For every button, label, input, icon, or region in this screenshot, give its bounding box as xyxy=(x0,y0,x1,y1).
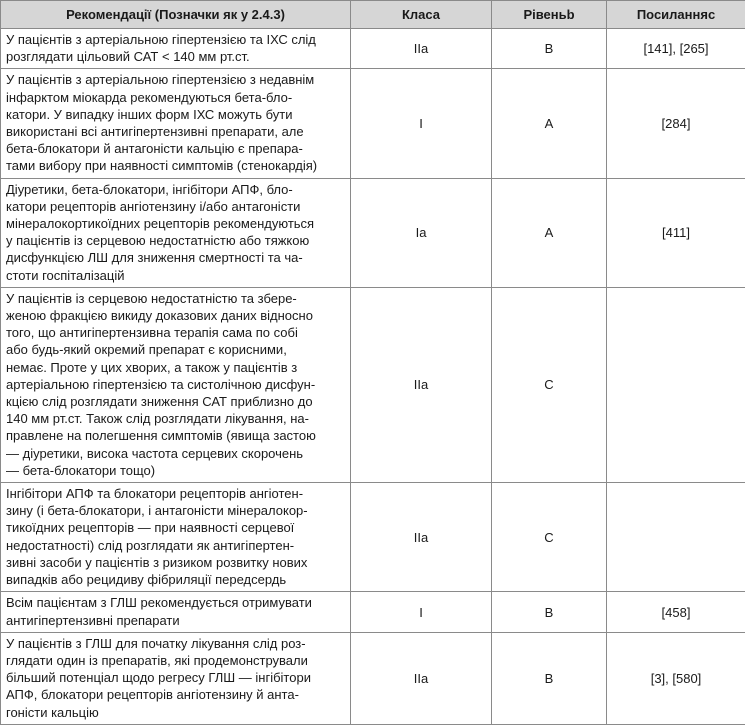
recommendation-line: катори рецепторів ангіотензину і/або антагоністи xyxy=(6,198,345,215)
references-cell: [458] xyxy=(607,592,745,632)
table-row xyxy=(1,29,745,69)
recommendation-line: бета-блокатори й антагоністи кальцію є препара- xyxy=(6,140,345,157)
table-body xyxy=(1,29,745,725)
recommendation-line: — бета-блокатори тощо) xyxy=(6,462,345,479)
recommendation-line: кцією слід розглядати зниження САТ приблизно до xyxy=(6,393,345,410)
recommendation-line: женою фракцією викиду доказових даних відносно xyxy=(6,307,345,324)
references-cell: [3], [580] xyxy=(607,632,745,724)
table-header-row xyxy=(1,1,745,29)
table-row xyxy=(1,483,745,592)
recommendation-line: правлене на полегшення симптомів (явища застою xyxy=(6,427,345,444)
table-row xyxy=(1,69,745,178)
recommendation-line: недостатності) слід розглядати як антигіпертен- xyxy=(6,537,345,554)
level-cell: B xyxy=(492,29,607,69)
level-cell: B xyxy=(492,632,607,724)
recommendation-text xyxy=(1,632,351,724)
recommendation-line: використані всі антигіпертензивні препарати, але xyxy=(6,123,345,140)
class-cell: IIa xyxy=(351,29,492,69)
header-recommendations: Рекомендації (Позначки як у 2.4.3) xyxy=(1,1,351,29)
level-cell: C xyxy=(492,483,607,592)
level-cell: A xyxy=(492,178,607,287)
recommendation-line: того, що антигіпертензивна терапія сама по собі xyxy=(6,324,345,341)
table-row xyxy=(1,632,745,724)
recommendation-text xyxy=(1,29,351,69)
recommendation-line: або будь-який окремий препарат є корисними, xyxy=(6,341,345,358)
recommendation-line: катори. У випадку інших форм ІХС можуть бути xyxy=(6,106,345,123)
recommendation-line: випадків або рецидиву фібриляції передсердь xyxy=(6,571,345,588)
recommendation-line: 140 мм рт.ст. Також слід розглядати лікування, на- xyxy=(6,410,345,427)
recommendation-line: У пацієнтів із серцевою недостатністю та збере- xyxy=(6,290,345,307)
recommendation-line: зивні засоби у пацієнтів з ризиком розвитку нових xyxy=(6,554,345,571)
recommendation-text xyxy=(1,483,351,592)
recommendation-line: розглядати цільовий САТ < 140 мм рт.ст. xyxy=(6,48,345,65)
recommendation-line: мінералокортикоїдних рецепторів рекомендуються xyxy=(6,215,345,232)
class-cell: IIa xyxy=(351,287,492,482)
recommendation-line: інфарктом міокарда рекомендуються бета-бло- xyxy=(6,89,345,106)
recommendation-line: тикоїдних рецепторів — при наявності серцевої xyxy=(6,519,345,536)
recommendation-line: Всім пацієнтам з ГЛШ рекомендується отримувати xyxy=(6,594,345,611)
references-cell: [411] xyxy=(607,178,745,287)
class-cell: Ia xyxy=(351,178,492,287)
recommendation-line: немає. Проте у цих хворих, а також у пацієнтів з xyxy=(6,359,345,376)
recommendation-text xyxy=(1,178,351,287)
class-cell: I xyxy=(351,69,492,178)
class-cell: IIa xyxy=(351,632,492,724)
header-level: Рівеньb xyxy=(492,1,607,29)
recommendation-line: у пацієнтів із серцевою недостатністю або тяжкою xyxy=(6,232,345,249)
recommendation-line: артеріальною гіпертензією та систолічною дисфун- xyxy=(6,376,345,393)
recommendation-line: дисфункцією ЛШ для зниження смертності та ча- xyxy=(6,249,345,266)
references-cell xyxy=(607,287,745,482)
header-references: Посиланняс xyxy=(607,1,745,29)
table-row xyxy=(1,178,745,287)
recommendation-line: більший потенціал щодо регресу ГЛШ — інгібітори xyxy=(6,669,345,686)
recommendation-text xyxy=(1,69,351,178)
references-cell xyxy=(607,483,745,592)
recommendation-line: антигіпертензивні препарати xyxy=(6,612,345,629)
table-row xyxy=(1,287,745,482)
level-cell: B xyxy=(492,592,607,632)
table-row xyxy=(1,592,745,632)
level-cell: A xyxy=(492,69,607,178)
recommendation-line: тами вибору при наявності симптомів (стенокардія) xyxy=(6,157,345,174)
recommendation-line: — діуретики, висока частота серцевих скорочень xyxy=(6,445,345,462)
class-cell: I xyxy=(351,592,492,632)
recommendation-line: глядати один із препаратів, які продемонстрували xyxy=(6,652,345,669)
references-cell: [141], [265] xyxy=(607,29,745,69)
recommendation-line: стоти госпіталізацій xyxy=(6,267,345,284)
recommendation-line: Діуретики, бета-блокатори, інгібітори АПФ, бло- xyxy=(6,181,345,198)
header-class: Класа xyxy=(351,1,492,29)
recommendation-line: гоністи кальцію xyxy=(6,704,345,721)
recommendation-line: Інгібітори АПФ та блокатори рецепторів ангіотен- xyxy=(6,485,345,502)
level-cell: C xyxy=(492,287,607,482)
recommendation-line: У пацієнтів з артеріальною гіпертензією з недавнім xyxy=(6,71,345,88)
class-cell: IIa xyxy=(351,483,492,592)
recommendation-text xyxy=(1,287,351,482)
recommendation-line: АПФ, блокатори рецепторів ангіотензину й анта- xyxy=(6,686,345,703)
references-cell: [284] xyxy=(607,69,745,178)
recommendation-line: У пацієнтів з артеріальною гіпертензією та ІХС слід xyxy=(6,31,345,48)
recommendation-line: зину (і бета-блокатори, і антагоністи мінералокор- xyxy=(6,502,345,519)
recommendation-text xyxy=(1,592,351,632)
recommendation-line: У пацієнтів з ГЛШ для початку лікування слід роз- xyxy=(6,635,345,652)
